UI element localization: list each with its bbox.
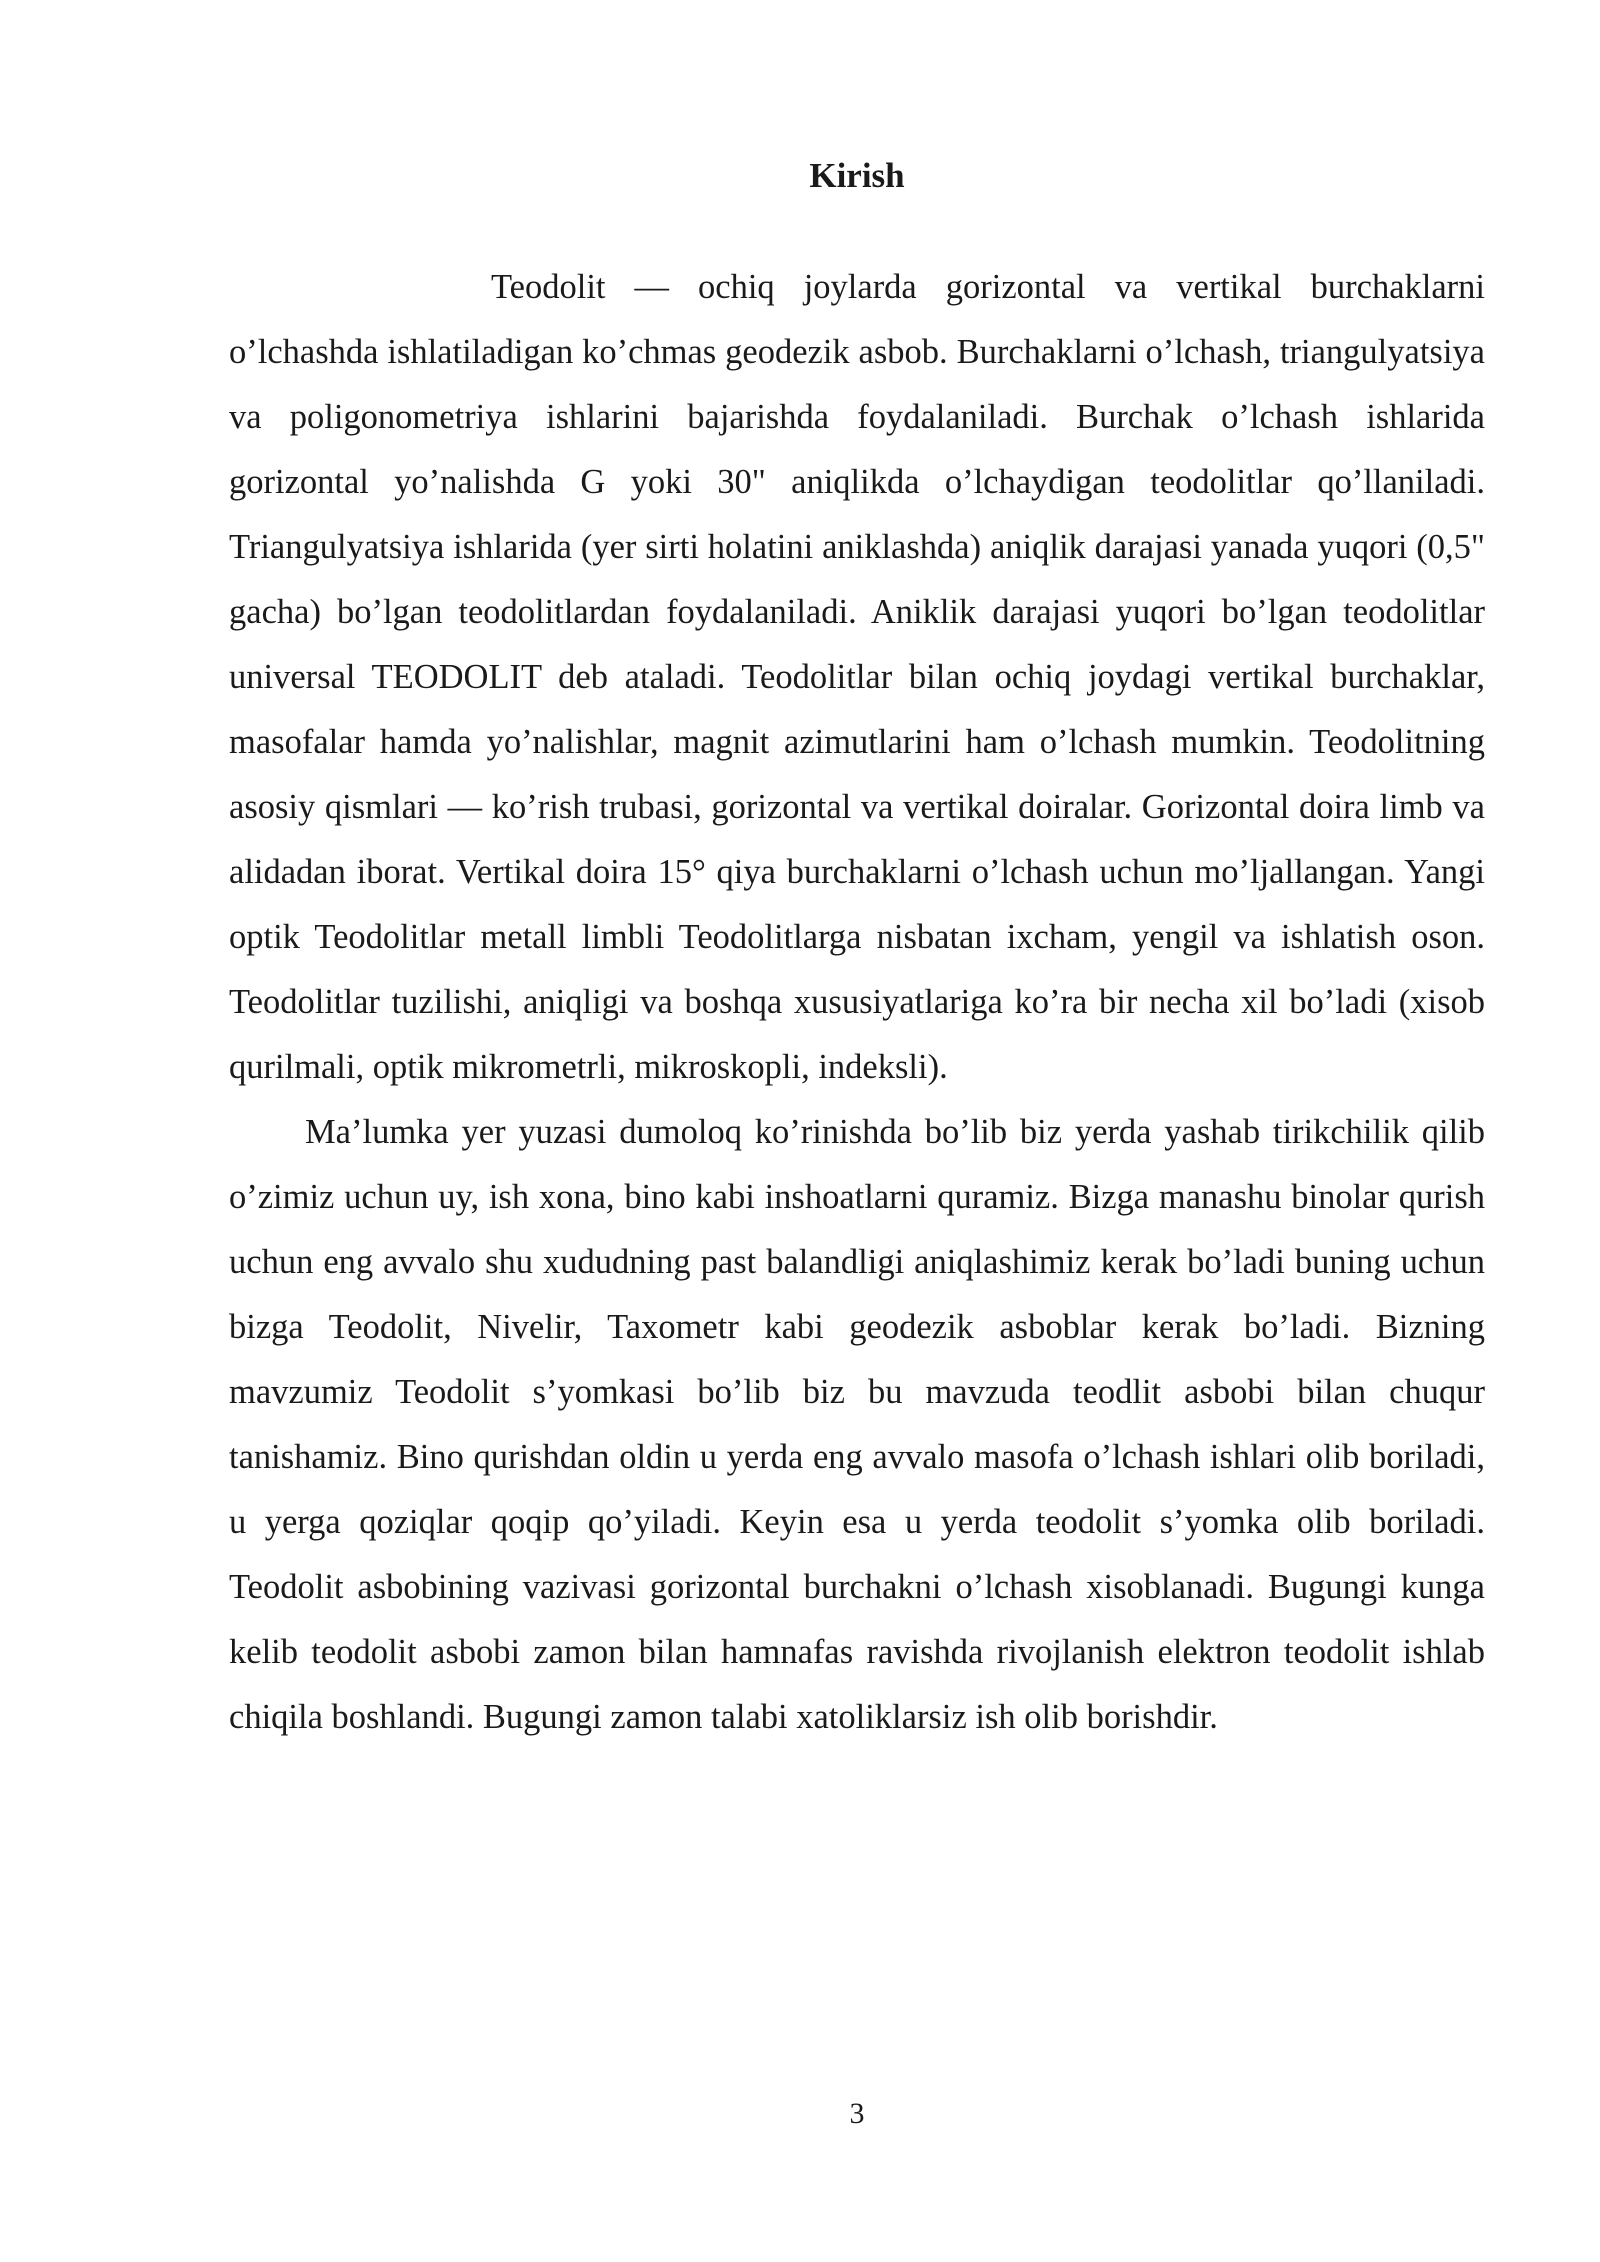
paragraph-teodolit-usage: Ma’lumka yer yuzasi dumoloq ko’rinishda bo’lib biz yerda yashab tirikchilik qilib o’zimiz uchun uy, ish xona, bino kabi inshoatlarni quramiz. Bizga manashu binolar qurish uchun eng avvalo shu xududning past balandligi aniqlashimiz kerak bo’ladi buning uchun bizga Teodolit, Nivelir, Taxometr kabi geodezik asboblar kerak bo’ladi. Bizning mavzumiz Teodolit s’yomkasi bo’lib biz bu mavzuda teodlit asbobi bilan chuqur tanishamiz. Bino qurishdan oldin u yerda eng avvalo masofa o’lchash ishlari olib boriladi, u yerga qoziqlar qoqip qo’yiladi. Keyin esa u yerda teodolit s’yomka olib boriladi. Teodolit asbobining vazivasi gorizontal burchakni o’lchash xisoblanadi. Bugungi kunga kelib teodolit asbobi zamon bilan hamnafas ravishda rivojlanish elektron teodolit ishlab chiqila boshlandi. Bugungi zamon talabi xatoliklarsiz ish olib borishdir. (229, 1113, 1485, 1736)
paragraph-teodolit-definition: Teodolit — ochiq joylarda gorizontal va vertikal burchaklarni o’lchashda ishlatiladigan ko’chmas geodezik asbob. Burchaklarni o’lchash, triangulyatsiya va poligonometriya ishlarini bajarishda foydalaniladi. Burchak o’lchash ishlarida gorizontal yo’nalishda G yoki 30" aniqlikda o’lchaydigan teodolitlar qo’llaniladi. Triangulyatsiya ishlarida (yer sirti holatini aniklashda) aniqlik darajasi yanada yuqori (0,5" gacha) bo’lgan teodolitlardan foydalaniladi. Aniklik darajasi yuqori bo’lgan teodolitlar universal TEODOLIT deb ataladi. Teodolitlar bilan ochiq joydagi vertikal burchaklar, masofalar hamda yo’nalishlar, magnit azimutlarini ham o’lchash mumkin. Teodolitning asosiy qismlari — ko’rish trubasi, gorizontal va vertikal doiralar. Gorizontal doira limb va alidadan iborat. Vertikal doira 15° qiya burchaklarni o’lchash uchun mo’ljallangan. Yangi optik Teodolitlar metall limbli Teodolitlarga nisbatan ixcham, yengil va ishlatish oson. Teodolitlar tuzilishi, aniqligi va boshqa xususiyatlariga ko’ra bir necha xil bo’ladi (xisob qurilmali, optik mikrometrli, mikroskopli, indeksli). (229, 268, 1485, 1086)
document-body (229, 255, 1485, 1750)
page-number: 3 (849, 2097, 865, 2130)
page-title: Kirish (809, 156, 905, 195)
